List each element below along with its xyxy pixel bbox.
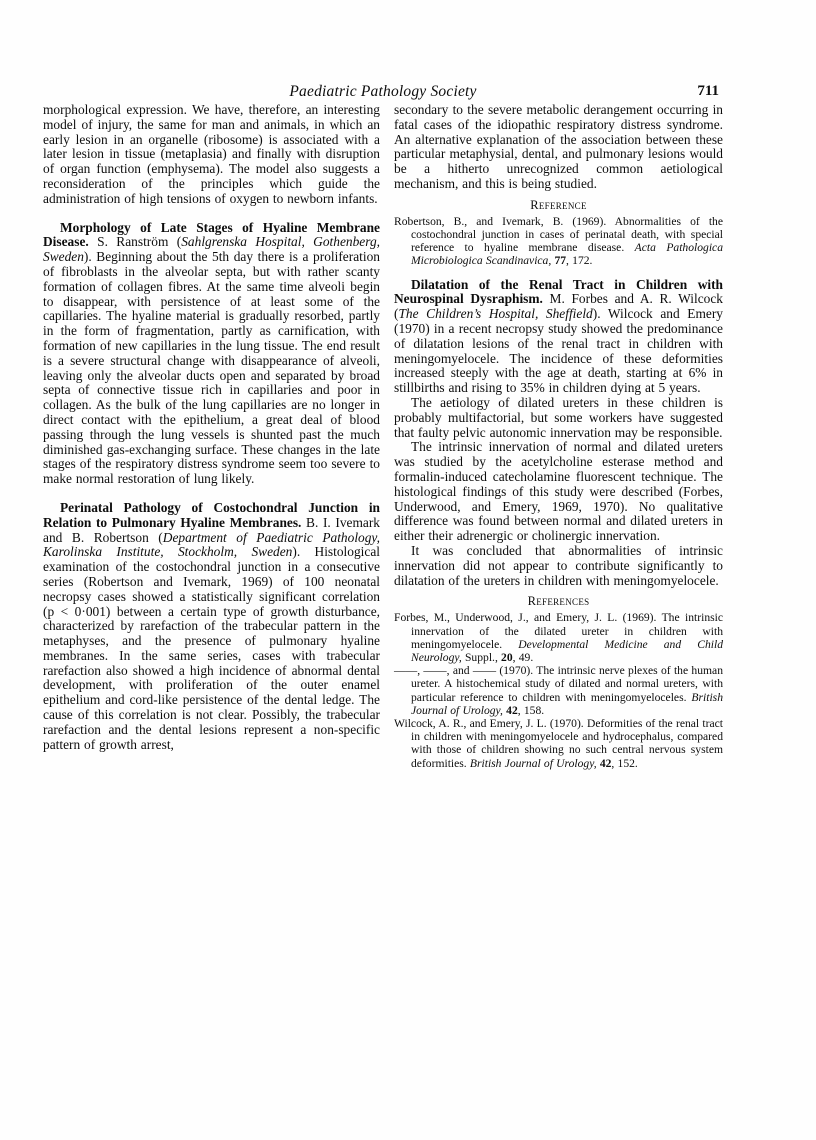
two-column-text-block xyxy=(43,103,723,770)
continuation-paragraph xyxy=(394,103,723,192)
reference-volume: 42 xyxy=(506,703,518,717)
abstract-perinatal xyxy=(43,501,380,753)
abstract-paragraph xyxy=(394,396,723,440)
reference-journal: British Journal of Urology, xyxy=(469,756,600,770)
reference-volume: 77 xyxy=(554,254,567,268)
references-heading: References xyxy=(527,594,590,609)
page-number: 711 xyxy=(697,83,719,99)
paragraph-text: It was concluded that abnormalities of intrinsic innervation did not appear to contribute significantly to dilatation of the ureters in children with meningomyelocele. xyxy=(394,542,723,588)
abstract-body: ). Beginning about the 5th day there is a proliferation of fibroblasts in the alveolar septa, but with rather scanty formation of collagen fibres. At the same time alveoli begin to disappear, with persistence of at least some of the capillaries. The hyaline material is gradually resorbed, partly in the form of fragmentation, partly as carnification, with formation of new capillaries in the lung tissue. The end result is a severe structural change with disappearance of alveoli, leaving only the alveolar ducts open and separated by broad septa of connective tissue rich in capillaries and poor in collagen. As the bulk of the lung capillaries are no longer in direct contact with the epithelium, a great deal of blood passing through the lung vessels is shunted past the much diminished gas-exchanging surface. These changes in the late stages of the respiratory distress syndrome seem too severe to make normal restoration of lung likely. xyxy=(43,249,380,487)
reference-pages: , 172. xyxy=(566,254,593,268)
reference-pages: , 158. xyxy=(517,703,545,717)
reference-robertson xyxy=(394,215,723,268)
continuation-text: secondary to the severe metabolic derangement occurring in fatal cases of the idiopathic respiratory distress syndrome. An alternative explanation of the association between these particular metaphysial, dental, and pulmonary lesions would be a hitherto unrecognized common aetiological mechanism, and this is being studied. xyxy=(394,102,723,191)
abstract-byline: S. Ranström ( xyxy=(88,234,182,250)
abstract-affiliation: Department of Paediatric Pathology, Karolinska Institute, Stockholm, Sweden xyxy=(43,529,380,560)
abstract-dilatation xyxy=(394,278,723,396)
right-column xyxy=(394,103,723,770)
reference-entry xyxy=(394,717,723,770)
reference-text: Wilcock, A. R., and Emery, J. L. (1970). Deformities of the renal tract in children with meningomyelocele and hydrocephalus, compared with those of children showing no such central nervous system deformities. xyxy=(394,716,723,770)
abstract-title-perinatal: Perinatal Pathology of Costochondral Junction in Relation to Pulmonary Hyaline Membranes. xyxy=(43,499,380,530)
abstract-title-morphology: Morphology of Late Stages of Hyaline Membrane Disease. xyxy=(43,219,380,250)
abstract-byline: B. I. Ivemark and B. Robertson ( xyxy=(43,514,380,545)
paragraph-text: The aetiology of dilated ureters in these children is probably multifactorial, but some workers have suggested that faulty pelvic autonomic innervation may be responsible. xyxy=(394,394,723,440)
continuation-paragraph xyxy=(43,103,380,207)
reference-text: ——, ——, and —— (1970). The intrinsic nerve plexes of the human ureter. A histochemical study of dilated and normal ureters, with particular reference to children with meningomyeloceles. xyxy=(394,664,723,704)
reference-heading: Reference xyxy=(530,197,587,212)
abstract-body: ). Histological examination of the costochondral junction in a consecutive series (Robertson and Ivemark, 1969) of 100 neonatal necropsy cases showed a statistically significant correlation (p < 0·001) between a certain type of growth disturbance, characterized by rarefaction of the trabecular pattern in the metaphyses, and the presence of pulmonary hyaline membranes. In the same series, cases with trabecular rarefaction also showed a high incidence of abnormal dental development, with proliferation of the outer enamel epithelium and cord-like persistence of the dental ledge. The cause of this correlation is not clear. Possibly, the trabecular rarefaction and the dental lesions represent a non-specific pattern of growth arrest, xyxy=(43,544,380,752)
reference-entry xyxy=(394,611,723,664)
continuation-text: morphological expression. We have, therefore, an interesting model of injury, the same for man and animals, in which an early lesion in an organelle (ribosome) is associated with a later lesion in tissue (metaplasia) and finally with disruption of organ function (emphysema). The model also suggests a reconsideration of the principles which guide the administration of high tensions of oxygen to newborn infants. xyxy=(43,102,380,206)
abstract-byline: M. Forbes and A. R. Wilcock ( xyxy=(394,291,724,322)
running-head xyxy=(43,83,723,101)
reference-mid: Suppl., xyxy=(461,650,502,664)
reference-pages: , 49. xyxy=(512,650,534,664)
abstract-affiliation: The Children’s Hospital, Sheffield xyxy=(398,306,593,322)
reference-journal: British Journal of Urology, xyxy=(411,690,723,717)
journal-title: Paediatric Pathology Society xyxy=(289,83,477,100)
abstract-paragraph xyxy=(394,440,723,544)
abstract-title-dilatation: Dilatation of the Renal Tract in Children with Neurospinal Dysraphism. xyxy=(394,276,723,307)
abstract-body: ). Wilcock and Emery (1970) in a recent necropsy study showed the predominance of dilatation lesions of the renal tract in children with meningomyelocele. The incidence of these deformities increased steeply with the age at death, starting at 6% in stillbirths and rising to 35% in children dying at 5 years. xyxy=(394,306,723,396)
reference-entry xyxy=(394,664,723,717)
reference-journal: Acta Pathologica Microbiologica Scandinavica, xyxy=(411,241,723,268)
abstract-affiliation: Sahlgrenska Hospital, Gothenberg, Sweden xyxy=(43,234,380,265)
left-column xyxy=(43,103,380,770)
reference-pages: , 152. xyxy=(611,756,638,770)
reference-volume: 20 xyxy=(501,650,513,664)
abstract-morphology xyxy=(43,221,380,487)
reference-text: Robertson, B., and Ivemark, B. (1969). Abnormalities of the costochondral junction in cases of perinatal death, with special reference to hyaline membrane disease. xyxy=(394,214,723,255)
abstract-paragraph xyxy=(394,544,723,588)
reference-volume: 42 xyxy=(599,756,612,770)
reference-journal: Developmental Medicine and Child Neurology, xyxy=(411,637,723,664)
reference-text: Forbes, M., Underwood, J., and Emery, J. L. (1969). The intrinsic innervation of the dilated ureter in children with meningomyelocele. xyxy=(394,611,723,651)
paragraph-text: The intrinsic innervation of normal and dilated ureters was studied by the acetylcholine esterase method and formalin-induced catecholamine fluorescent technique. The histological findings of this study were described (Forbes, Underwood, and Emery, 1969, 1970). No qualitative difference was found between normal and dilated ureters in either their adrenergic or cholinergic innervation. xyxy=(394,439,723,544)
